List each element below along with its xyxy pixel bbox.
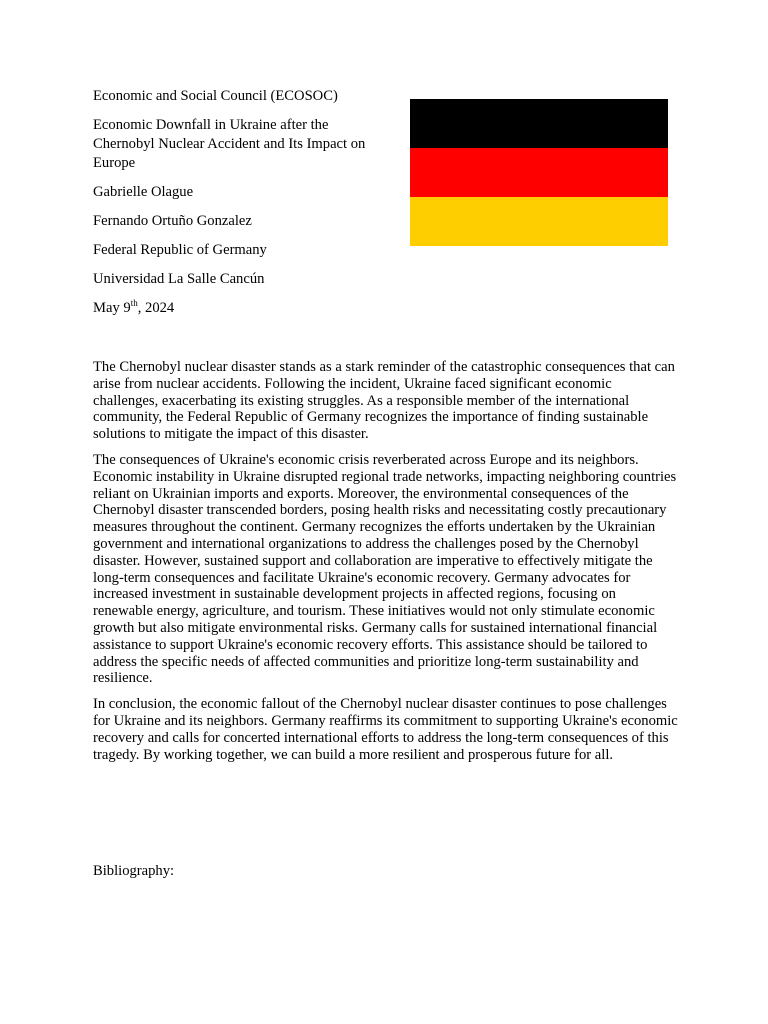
delegate-name-1: Gabrielle Olague — [93, 184, 194, 200]
paragraph-conclusion: In conclusion, the economic fallout of the Chernobyl nuclear disaster continues to pose challenges for Ukraine and its neighbors. Germany reaffirms its commitment to supporting Ukraine's economic recovery and calls for concerted international efforts to address the long-term consequences of this tragedy. By working together, we can build a more resilient and prosperous future for all. — [93, 696, 678, 763]
flag-stripe-gold — [410, 197, 668, 246]
document-date — [93, 299, 393, 318]
committee-name: Economic and Social Council (ECOSOC) — [93, 88, 338, 104]
paragraph-introduction: The Chernobyl nuclear disaster stands as a stark reminder of the catastrophic consequences that can arise from nuclear accidents. Following the incident, Ukraine faced significant economic challenges, exacerbating its existing struggles. As a responsible member of the international community, the Federal Republic of Germany recognizes the importance of finding sustainable solutions to mitigate the impact of this disaster. — [93, 359, 675, 443]
bibliography-heading: Bibliography: — [93, 863, 175, 879]
document-header — [93, 87, 393, 328]
germany-flag — [410, 99, 668, 246]
school-name: Universidad La Salle Cancún — [93, 271, 265, 287]
flag-stripe-red — [410, 148, 668, 197]
date-ordinal-suffix: th — [130, 298, 138, 309]
delegate-name-2: Fernando Ortuño Gonzalez — [93, 213, 252, 229]
paragraph-consequences: The consequences of Ukraine's economic crisis reverberated across Europe and its neighbors. Economic instability in Ukraine disrupted regional trade networks, impacting neighboring countries reliant on Ukrainian imports and exports. Moreover, the environmental consequences of the Chernobyl disaster transcended borders, posing health risks and necessitating costly precautionary measures throughout the continent. Germany recognizes the efforts undertaken by the Ukrainian government and international organizations to address the challenges posed by the Chernobyl disaster. However, sustained support and collaboration are imperative to effectively mitigate the long-term consequences and facilitate Ukraine's economic recovery. Germany advocates for increased investment in sustainable development projects in affected regions, focusing on renewable energy, agriculture, and tourism. These initiatives would not only stimulate economic growth but also mitigate environmental risks. Germany calls for sustained international financial assistance to support Ukraine's economic recovery efforts. This assistance should be tailored to address the specific needs of affected communities and prioritize long-term sustainability and resilience. — [93, 451, 677, 687]
flag-stripe-black — [410, 99, 668, 148]
date-year: , 2024 — [137, 300, 175, 316]
date-month-day: May 9 — [93, 300, 131, 316]
country-name: Federal Republic of Germany — [93, 242, 267, 258]
position-paper-body — [93, 359, 679, 772]
topic-title: Economic Downfall in Ukraine after the Chernobyl Nuclear Accident and Its Impact on Europe — [93, 117, 366, 171]
